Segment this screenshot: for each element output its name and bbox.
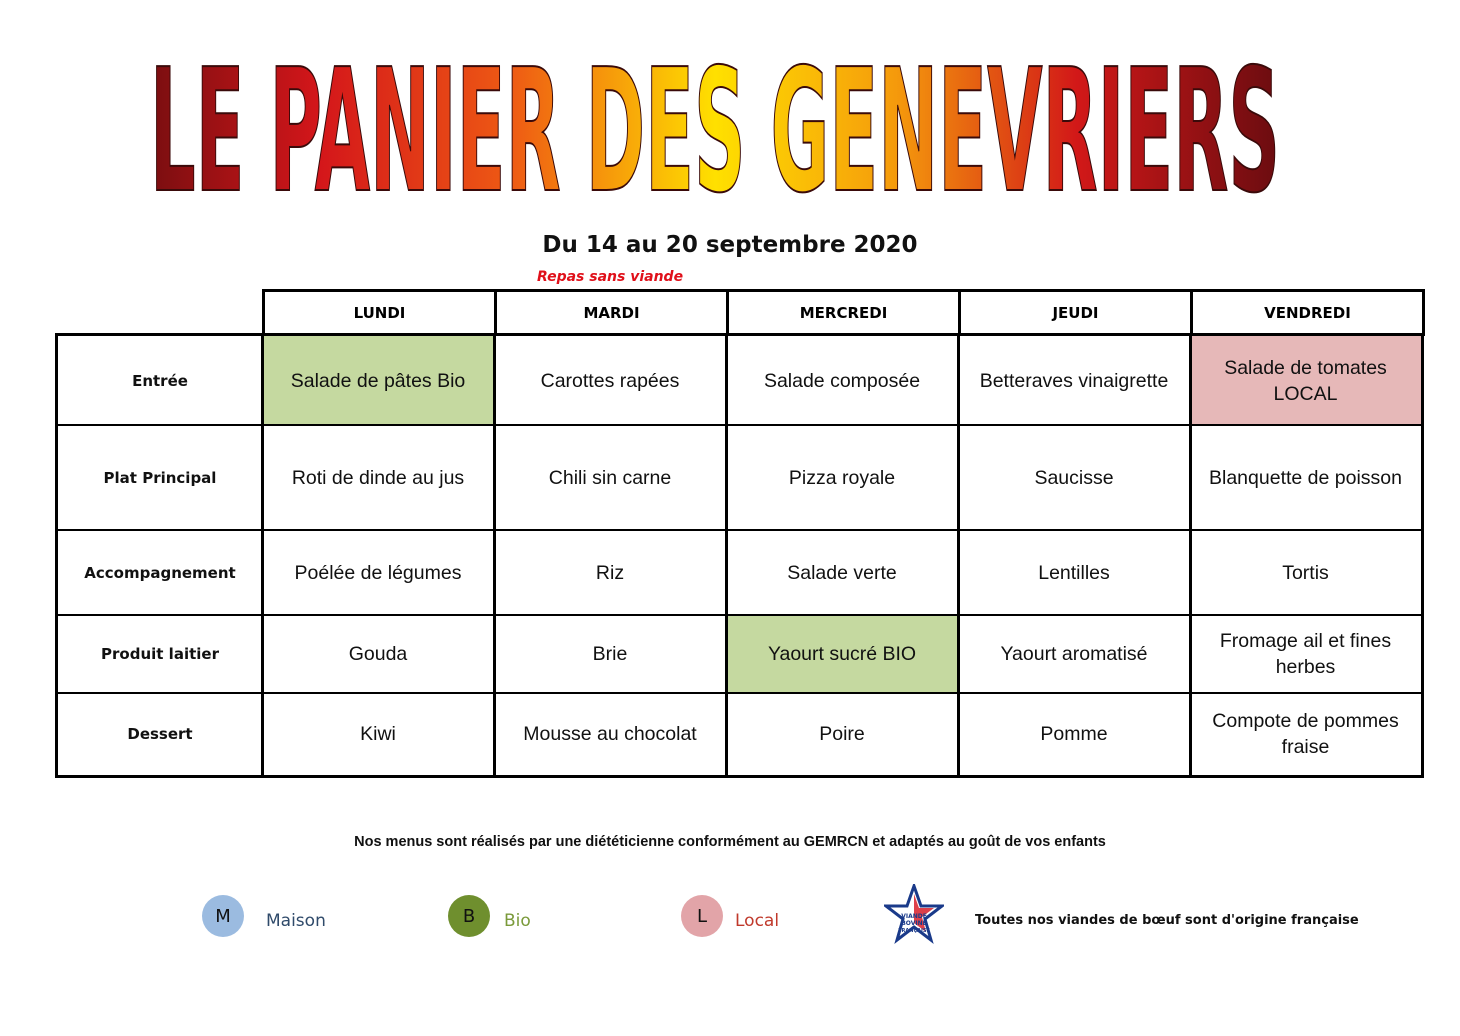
menu-cell: Carottes rapées xyxy=(540,369,680,392)
menu-cell: Yaourt aromatisé xyxy=(1000,643,1148,665)
menu-cell: Mousse au chocolat xyxy=(523,723,697,745)
menu-cell: Gouda xyxy=(348,643,408,665)
date-range: Du 14 au 20 septembre 2020 xyxy=(542,232,918,258)
day-header-mardi: MARDI xyxy=(494,289,729,336)
menu-cell: Riz xyxy=(595,561,625,584)
menu-cell: Tortis xyxy=(1282,561,1329,584)
menu-cell: Salade de tomates LOCAL xyxy=(1190,336,1421,425)
menu-cell: Pomme xyxy=(1040,723,1108,745)
menu-cell: Poire xyxy=(819,723,865,745)
menu-cell: Lentilles xyxy=(1038,561,1110,584)
menu-cell: Betteraves vinaigrette xyxy=(979,369,1169,392)
legend-local-label: Local xyxy=(735,911,780,931)
footer-note: Nos menus sont réalisés par une diététicienne conformément au GEMRCN et adaptés au goût de vos enfants xyxy=(354,834,1106,850)
menu-cell: Salade composée xyxy=(763,369,921,392)
menu-cell: Pizza royale xyxy=(788,466,896,489)
beef-logo-line-3: FRANÇAISE xyxy=(898,928,930,934)
beef-origin-logo xyxy=(884,884,944,944)
day-header-jeudi: JEUDI xyxy=(958,289,1193,336)
legend-local-icon: L xyxy=(681,895,723,937)
menu-cell: Yaourt sucré BIO xyxy=(726,615,958,693)
meatless-note: Repas sans viande xyxy=(537,269,684,285)
menu-cell: Poélée de légumes xyxy=(294,561,462,584)
menu-cell: Brie xyxy=(592,643,628,665)
beef-logo-line-1: VIANDE xyxy=(901,913,927,920)
page-title xyxy=(140,30,1290,225)
menu-cell: Saucisse xyxy=(1034,466,1114,489)
column-divider xyxy=(261,336,264,775)
legend-maison-label: Maison xyxy=(266,911,326,931)
menu-cell: Compote de pommes fraise xyxy=(1212,710,1399,758)
legend-bio-icon: B xyxy=(448,895,490,937)
day-header-mercredi: MERCREDI xyxy=(726,289,961,336)
menu-cell: Roti de dinde au jus xyxy=(291,466,465,489)
row-label: Produit laitier xyxy=(101,645,219,663)
menu-table xyxy=(55,333,1424,778)
menu-cell: Salade de pâtes Bio xyxy=(262,336,494,425)
svg-text:LE PANIER DES GENEVRIERS: LE PANIER DES GENEVRIERS xyxy=(150,33,1280,225)
day-header-lundi: LUNDI xyxy=(262,289,497,336)
menu-cell: Salade verte xyxy=(787,561,897,584)
column-divider xyxy=(493,336,496,775)
day-header-vendredi: VENDREDI xyxy=(1190,289,1425,336)
legend-maison-icon: M xyxy=(202,895,244,937)
menu-cell: Fromage ail et fines herbes xyxy=(1219,630,1392,678)
beef-logo-line-2: BOVINE xyxy=(901,920,927,927)
column-divider xyxy=(957,336,960,775)
menu-cell: Kiwi xyxy=(360,723,396,745)
row-label: Accompagnement xyxy=(84,563,236,582)
menu-cell: Blanquette de poisson xyxy=(1209,466,1402,489)
beef-star-icon xyxy=(884,884,944,944)
legend-bio-label: Bio xyxy=(504,911,531,931)
row-label: Plat Principal xyxy=(103,468,217,487)
row-label: Dessert xyxy=(127,725,193,743)
title-wordart xyxy=(140,30,1290,225)
column-divider xyxy=(1189,336,1192,775)
row-label: Entrée xyxy=(132,371,188,390)
menu-cell: Chili sin carne xyxy=(548,466,672,489)
column-divider xyxy=(725,336,728,775)
beef-origin-note: Toutes nos viandes de bœuf sont d'origine française xyxy=(975,913,1359,928)
